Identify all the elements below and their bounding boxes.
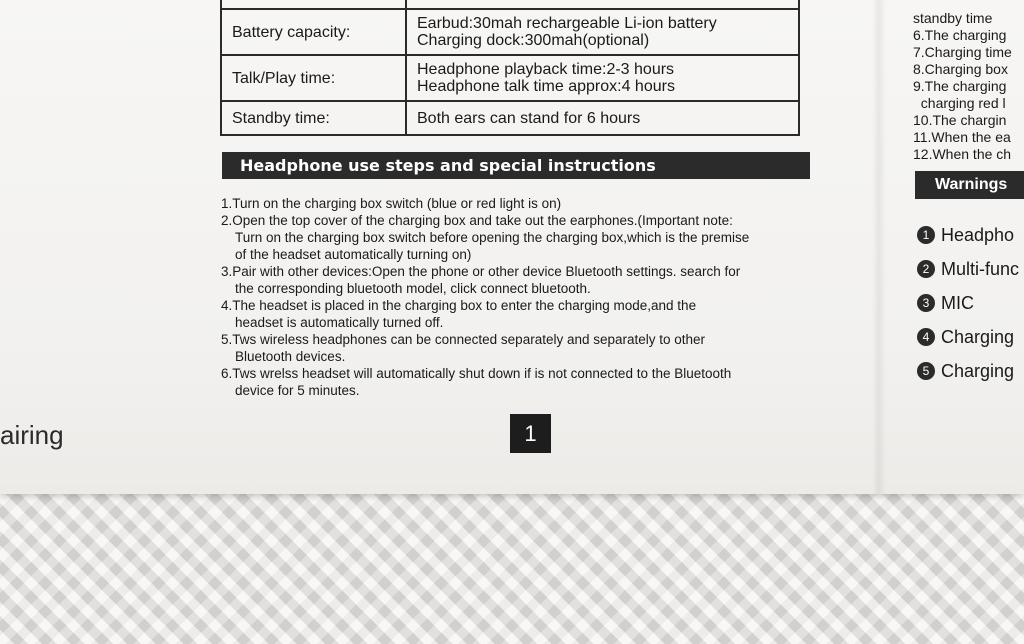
warnings-list <box>917 218 1019 388</box>
right-page-fragment <box>903 0 1024 494</box>
warning-item: 5 Charging <box>917 354 1019 388</box>
spec-row-talk-play <box>221 55 799 101</box>
number-bullet-icon: 3 <box>917 294 935 312</box>
spec-table <box>220 0 800 136</box>
number-bullet-icon: 5 <box>917 362 935 380</box>
right-list: standby time 6.The charging 7.Charging time 8.Charging box 9.The charging charging red l 10.The chargin 11.When the ea 12.When the ch <box>913 10 1012 162</box>
step-item: 6.Tws wrelss headset will automatically shut down if is not connected to the Bluetooth device for 5 minutes. <box>221 366 732 398</box>
spec-row-battery <box>221 9 799 55</box>
spec-label: Talk/Play time: <box>221 55 406 101</box>
spec-label: Standby time: <box>221 101 406 135</box>
number-bullet-icon: 4 <box>917 328 935 346</box>
left-page-fragment: airing <box>0 420 64 450</box>
spec-value: Earbud:30mah rechargeable Li-ion battery Charging dock:300mah(optional) <box>406 9 799 55</box>
step-item: 3.Pair with other devices:Open the phone or other device Bluetooth settings. search for the corresponding bluetooth model, click connect bluetooth. <box>221 264 741 296</box>
steps-list <box>221 195 831 399</box>
spec-value: Both ears can stand for 6 hours <box>406 101 799 135</box>
step-item: 5.Tws wireless headphones can be connected separately and separately to other Bluetooth devices. <box>221 332 706 364</box>
spec-row-top <box>221 0 799 9</box>
section-title: Headphone use steps and special instructions <box>222 152 810 179</box>
spec-label: Battery capacity: <box>221 9 406 55</box>
step-item: 2.Open the top cover of the charging box and take out the earphones.(Important note: Turn on the charging box switch before opening the charging box,which is the premise of the headset automatically turning on) <box>221 213 750 262</box>
page-fold <box>872 0 886 494</box>
warning-item: 1 Headpho <box>917 218 1019 252</box>
number-bullet-icon: 1 <box>917 226 935 244</box>
warnings-title: Warnings <box>915 171 1024 199</box>
spec-value: Headphone playback time:2-3 hours Headphone talk time approx:4 hours <box>406 55 799 101</box>
step-item: 1.Turn on the charging box switch (blue or red light is on) <box>221 196 562 211</box>
fabric-background <box>0 494 1024 644</box>
warning-item: 2 Multi-func <box>917 252 1019 286</box>
step-item: 4.The headset is placed in the charging box to enter the charging mode,and the headset is automatically turned off. <box>221 298 697 330</box>
spec-row-standby <box>221 101 799 135</box>
warning-item: 3 MIC <box>917 286 1019 320</box>
page-number: 1 <box>510 414 551 453</box>
number-bullet-icon: 2 <box>917 260 935 278</box>
warning-item: 4 Charging <box>917 320 1019 354</box>
